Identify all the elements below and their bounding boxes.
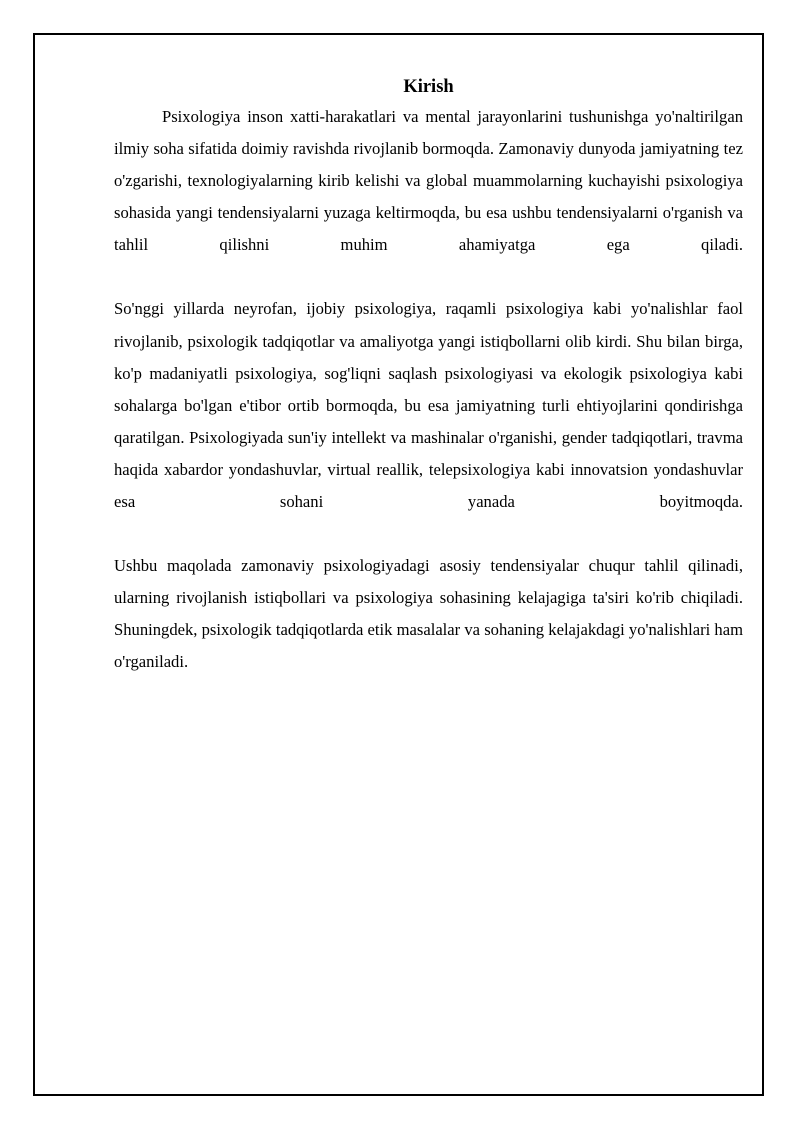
document-body xyxy=(114,73,743,679)
paragraph-1: Psixologiya inson xatti-harakatlari va mental jarayonlarini tushunishga yo'naltirilgan ilmiy soha sifatida doimiy ravishda rivojlanib bormoqda. Zamonaviy dunyoda jamiyatning tez o'zgarishi, texnologiyalarning kirib kelishi va global muammolarning kuchayishi psixologiya sohasida yangi tendensiyalarni yuzaga keltirmoqda, bu esa ushbu tendensiyalarni o'rganish va tahlil qilishni muhim ahamiyatga ega qiladi. xyxy=(114,107,743,255)
paragraph-3: Ushbu maqolada zamonaviy psixologiyadagi asosiy tendensiyalar chuqur tahlil qilinadi, ularning rivojlanish istiqbollari va psixologiya sohasining kelajagiga ta'siri ko'rib chiqiladi. Shuningdek, psixologik tadqiqotlarda etik masalalar va sohaning kelajakdagi yo'nalishlari ham o'rganiladi. xyxy=(114,556,743,672)
document-title: Kirish xyxy=(403,77,454,97)
paragraph-gap xyxy=(114,518,743,550)
paragraph-2: So'nggi yillarda neyrofan, ijobiy psixologiya, raqamli psixologiya kabi yo'nalishlar faol rivojlanib, psixologik tadqiqotlar va amaliyotga yangi istiqbollarni olib kirdi. Shu bilan birga, ko'p madaniyatli psixologiya, sog'liqni saqlash psixologiyasi va ekologik psixologiya kabi sohalarga bo'lgan e'tibor ortib bormoqda, bu esa jamiyatning turli ehtiyojlarini qondirishga qaratilgan. Psixologiyada sun'iy intellekt va mashinalar o'rganishi, gender tadqiqotlari, travma haqida xabardor yondashuvlar, virtual reallik, telepsixologiya kabi innovatsion yondashuvlar esa sohani yanada boyitmoqda. xyxy=(114,299,743,512)
paragraph-gap xyxy=(114,261,743,293)
